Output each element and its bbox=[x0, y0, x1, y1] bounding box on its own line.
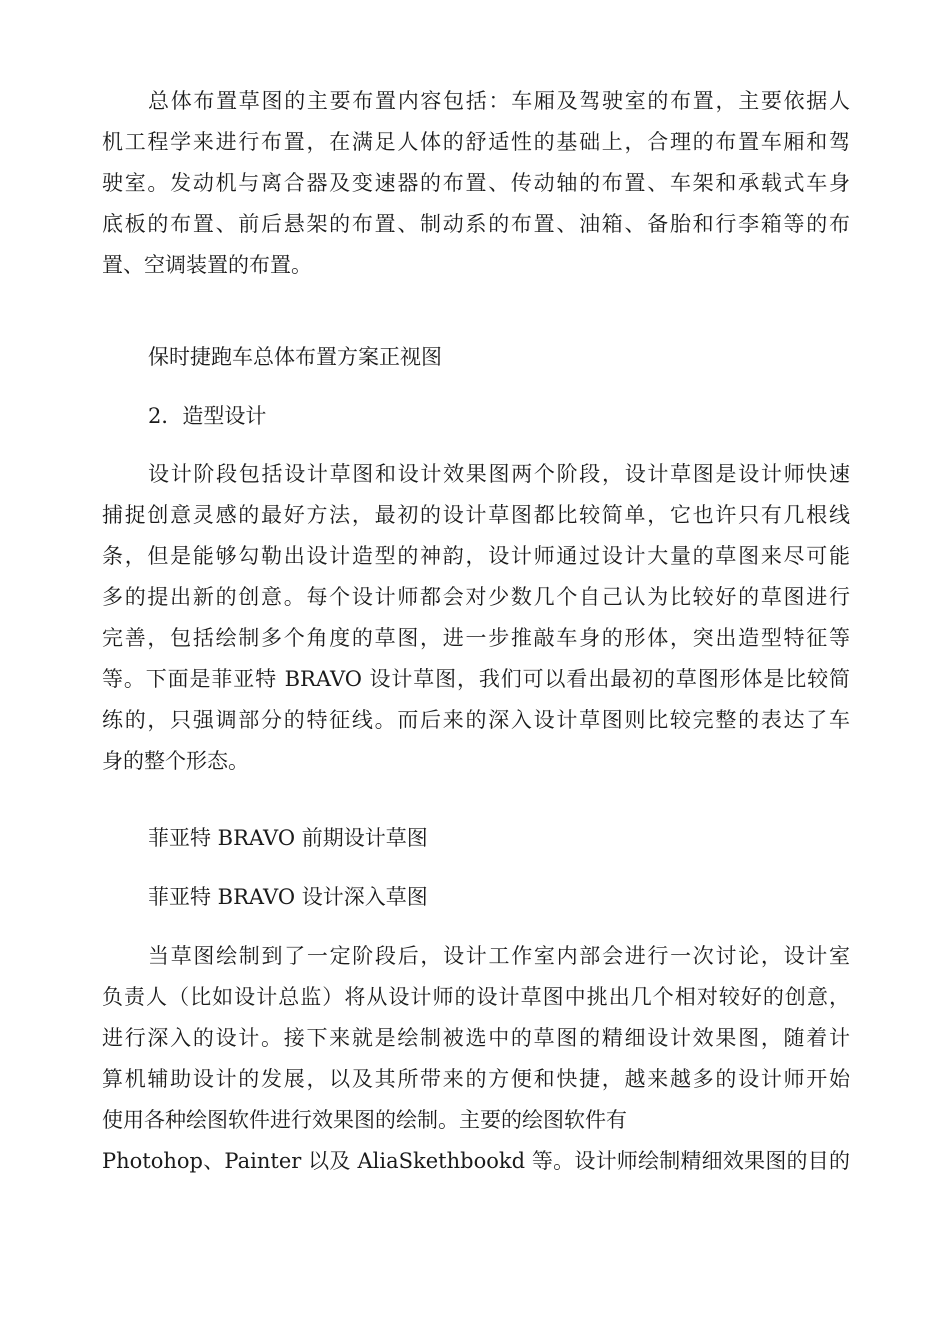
paragraph-line: 使用各种绘图软件进行效果图的绘制。主要的绘图软件有 bbox=[102, 1108, 627, 1132]
paragraph-line: 身的整个形态。 bbox=[102, 749, 249, 773]
paragraph-rendering bbox=[102, 936, 850, 1182]
figure-caption-bravo-detailed: 菲亚特 BRAVO 设计深入草图 bbox=[148, 885, 428, 909]
figure-caption-porsche: 保时捷跑车总体布置方案正视图 bbox=[148, 345, 442, 369]
paragraph-line: 多的提出新的创意。每个设计师都会对少数几个自己认为比较好的草图进行 bbox=[102, 585, 850, 609]
paragraph-line: 条，但是能够勾勒出设计造型的神韵，设计师通过设计大量的草图来尽可能 bbox=[102, 544, 850, 568]
paragraph-line: 完善，包括绘制多个角度的草图，进一步推敲车身的形体，突出造型特征等 bbox=[102, 626, 850, 650]
paragraph-line: 进行深入的设计。接下来就是绘制被选中的草图的精细设计效果图，随着计 bbox=[102, 1026, 850, 1050]
paragraph-line: 底板的布置、前后悬架的布置、制动系的布置、油箱、备胎和行李箱等的布 bbox=[102, 212, 850, 236]
paragraph-line: 负责人（比如设计总监）将从设计师的设计草图中挑出几个相对较好的创意， bbox=[102, 985, 850, 1009]
paragraph-line: 置、空调装置的布置。 bbox=[102, 253, 312, 277]
paragraph-line: 总体布置草图的主要布置内容包括：车厢及驾驶室的布置，主要依据人 bbox=[148, 89, 850, 113]
paragraph-layout-overview bbox=[102, 81, 850, 286]
paragraph-line: 捕捉创意灵感的最好方法，最初的设计草图都比较简单，它也许只有几根线 bbox=[102, 503, 850, 527]
paragraph-line: 机工程学来进行布置，在满足人体的舒适性的基础上，合理的布置车厢和驾 bbox=[102, 130, 850, 154]
paragraph-line: 练的，只强调部分的特征线。而后来的深入设计草图则比较完整的表达了车 bbox=[102, 708, 850, 732]
paragraph-line: 驶室。发动机与离合器及变速器的布置、传动轴的布置、车架和承载式车身 bbox=[102, 171, 850, 195]
paragraph-line: 算机辅助设计的发展，以及其所带来的方便和快捷，越来越多的设计师开始 bbox=[102, 1067, 850, 1091]
paragraph-line: 等。下面是菲亚特 BRAVO 设计草图，我们可以看出最初的草图形体是比较简 bbox=[102, 667, 850, 691]
paragraph-line: Photohop、Painter 以及 AliaSkethbookd 等。设计师绘制精细效果图的目的 bbox=[102, 1149, 850, 1173]
paragraph-line: 设计阶段包括设计草图和设计效果图两个阶段，设计草图是设计师快速 bbox=[148, 462, 850, 486]
figure-caption-bravo-early: 菲亚特 BRAVO 前期设计草图 bbox=[148, 826, 428, 850]
section-heading-styling-design: 2．造型设计 bbox=[148, 404, 267, 428]
paragraph-design-stages bbox=[102, 454, 850, 782]
paragraph-line: 当草图绘制到了一定阶段后，设计工作室内部会进行一次讨论，设计室 bbox=[148, 944, 850, 968]
